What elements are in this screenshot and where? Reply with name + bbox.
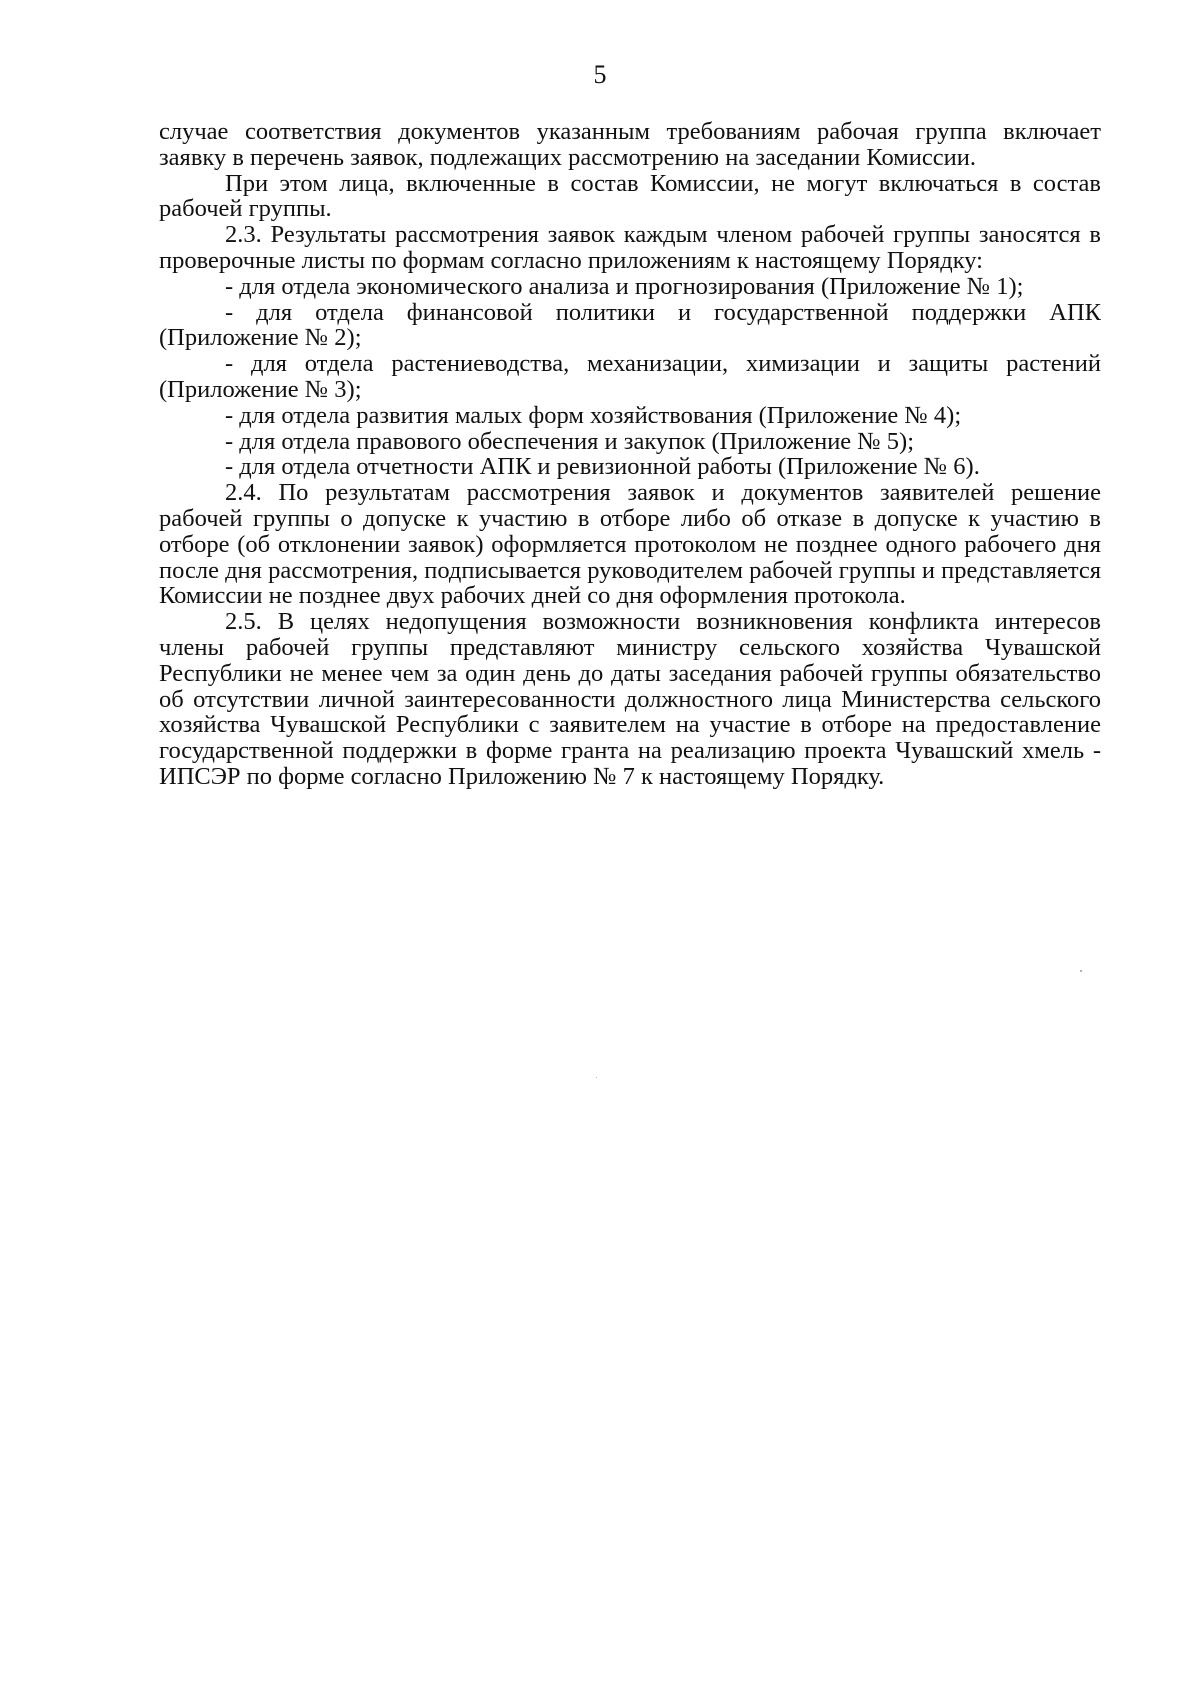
list-item-appendix-3: - для отдела растениеводства, механизации, химизации и защиты растений (Приложение № 3); [159, 350, 1101, 403]
paragraph-continuation: случае соответствия документов указанным требованиям рабочая группа включает заявку в перечень заявок, подлежащих рассмотрению на заседании Комиссии. [159, 118, 1101, 171]
page-number: 5 [593, 60, 607, 89]
document-body [159, 119, 1101, 790]
paragraph-2-3: 2.3. Результаты рассмотрения заявок каждым членом рабочей группы заносятся в проверочные листы по формам согласно приложениям к настоящему Порядку: [159, 221, 1101, 274]
list-item-appendix-5: - для отдела правового обеспечения и закупок (Приложение № 5); [225, 427, 915, 455]
list-item-appendix-4: - для отдела развития малых форм хозяйствования (Приложение № 4); [225, 401, 962, 429]
scan-speck [1080, 970, 1082, 972]
paragraph-2-5: 2.5. В целях недопущения возможности возникновения конфликта интересов члены рабочей группы представляют министру сельского хозяйства Чувашской Республики не менее чем за один день до даты заседания рабочей группы обязательство об отсутствии личной заинтересованности должностного лица Министерства сельского хозяйства Чувашской Республики с заявителем на участие в отборе на предоставление государственной поддержки в форме гранта на реализацию проекта Чувашский хмель - ИПСЭР по форме согласно Приложению № 7 к настоящему Порядку. [159, 608, 1101, 790]
scan-speck [596, 1077, 597, 1078]
paragraph-commission-members: При этом лица, включенные в состав Комиссии, не могут включаться в состав рабочей группы. [159, 169, 1101, 223]
list-item-appendix-1: - для отдела экономического анализа и прогнозирования (Приложение № 1); [225, 272, 1024, 300]
paragraph-2-4: 2.4. По результатам рассмотрения заявок и документов заявителей решение рабочей группы о допуске к участию в отборе либо об отказе в допуске к участию в отборе (об отклонении заявок) оформляется протоколом не позднее одного рабочего дня после дня рассмотрения, подписывается руководителем рабочей группы и представляется Комиссии не позднее двух рабочих дней со дня оформления протокола. [159, 479, 1101, 610]
list-item-appendix-2: - для отдела финансовой политики и государственной поддержки АПК (Приложение № 2); [159, 298, 1101, 352]
list-item-appendix-6: - для отдела отчетности АПК и ревизионной работы (Приложение № 6). [225, 453, 980, 481]
